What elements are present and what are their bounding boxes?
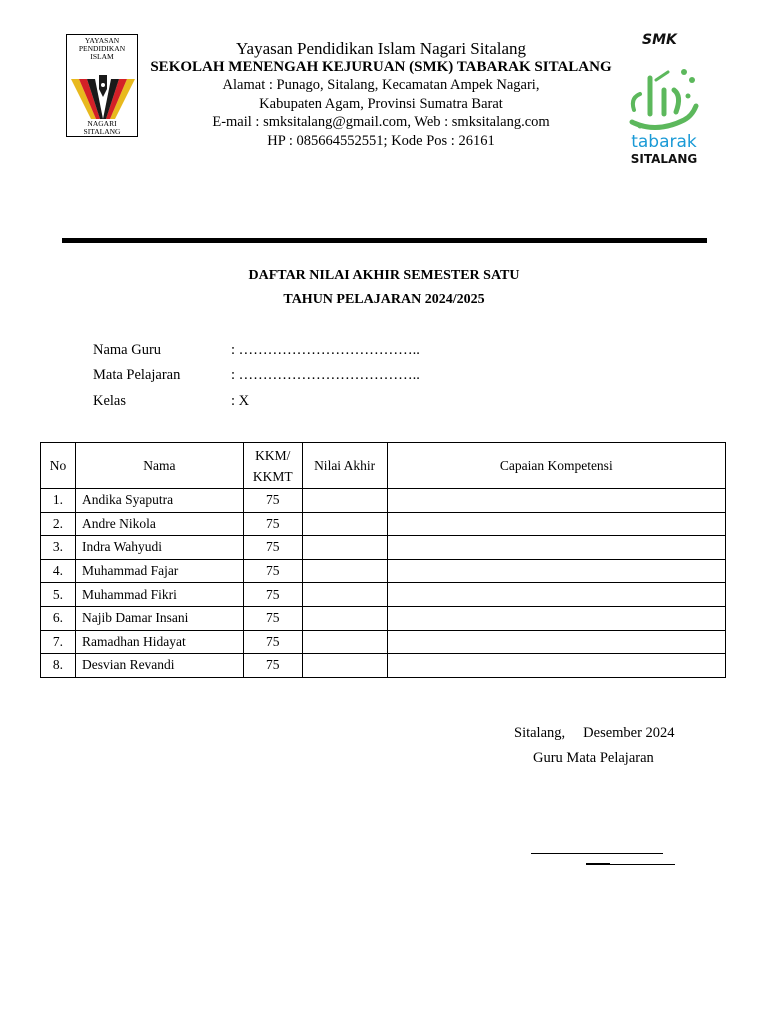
- row-name: Najib Damar Insani: [75, 606, 243, 630]
- address-line: Kabupaten Agam, Provinsi Sumatra Barat: [259, 95, 503, 112]
- row-competency: [387, 512, 725, 536]
- class-label: Kelas: [93, 393, 127, 409]
- signature-role: Guru Mata Pelajaran: [533, 750, 654, 766]
- row-name: Ramadhan Hidayat: [75, 630, 243, 654]
- table-row: [41, 512, 726, 536]
- logo-text-line: NAGARI: [87, 119, 117, 128]
- header-divider: [62, 238, 707, 243]
- row-final-grade: [302, 512, 387, 536]
- row-no: 6.: [41, 606, 76, 630]
- table-row: [41, 559, 726, 583]
- contact-line: E-mail : smksitalang@gmail.com, Web : smksitalang.com: [212, 114, 550, 130]
- row-no: 2.: [41, 512, 76, 536]
- teacher-label: Nama Guru: [93, 342, 162, 358]
- header-kkm-line-1: KKM/: [255, 447, 291, 463]
- row-kkm: 75: [243, 654, 302, 678]
- row-competency: [387, 606, 725, 630]
- row-no: 5.: [41, 583, 76, 607]
- foundation-name: Yayasan Pendidikan Islam Nagari Sitalang: [235, 39, 527, 58]
- class-value: : X: [231, 393, 250, 409]
- row-name: Andre Nikola: [75, 512, 243, 536]
- row-kkm: 75: [243, 606, 302, 630]
- table-row: [41, 489, 726, 513]
- row-no: 1.: [41, 489, 76, 513]
- logo-text-line: SITALANG: [83, 127, 121, 136]
- school-name: SEKOLAH MENENGAH KEJURUAN (SMK) TABARAK SITALANG: [150, 59, 612, 75]
- contact-line: HP : 085664552551; Kode Pos : 26161: [267, 132, 495, 149]
- row-competency: [387, 489, 725, 513]
- table-row: [41, 654, 726, 678]
- smk-tabarak-logo: [624, 30, 704, 166]
- row-final-grade: [302, 559, 387, 583]
- row-kkm: 75: [243, 536, 302, 560]
- row-competency: [387, 630, 725, 654]
- subject-label: Mata Pelajaran: [93, 367, 181, 383]
- logo-text-line: PENDIDIKAN: [78, 44, 126, 53]
- row-kkm: 75: [243, 489, 302, 513]
- row-no: 8.: [41, 654, 76, 678]
- signature-place-date: [514, 725, 675, 742]
- signature-date: Desember 2024: [583, 725, 675, 741]
- yayasan-logo: [66, 34, 138, 137]
- row-name: Indra Wahyudi: [75, 536, 243, 560]
- table-header-row: [41, 443, 726, 489]
- row-name: Andika Syaputra: [75, 489, 243, 513]
- table-row: [41, 536, 726, 560]
- pen-flag-emblem-icon: [69, 75, 137, 123]
- grades-table: [40, 442, 726, 678]
- signature-nip-line-accent: [586, 863, 610, 865]
- row-no: 7.: [41, 630, 76, 654]
- table-row: [41, 630, 726, 654]
- row-kkm: 75: [243, 559, 302, 583]
- header-no: No: [41, 443, 76, 489]
- row-kkm: 75: [243, 512, 302, 536]
- logo-tabarak-text: tabarak: [631, 132, 697, 152]
- row-competency: [387, 654, 725, 678]
- row-no: 4.: [41, 559, 76, 583]
- subject-value: : ………………………………..: [231, 367, 420, 383]
- row-final-grade: [302, 536, 387, 560]
- row-kkm: 75: [243, 630, 302, 654]
- row-name: Desvian Revandi: [75, 654, 243, 678]
- header-kkm: [243, 443, 302, 489]
- logo-text-line: ISLAM: [90, 52, 114, 61]
- header-kkm-line-2: KKMT: [252, 468, 293, 484]
- row-final-grade: [302, 654, 387, 678]
- table-row: [41, 583, 726, 607]
- arabic-calligraphy-icon: [626, 50, 702, 132]
- header-final-grade: Nilai Akhir: [302, 443, 387, 489]
- row-final-grade: [302, 630, 387, 654]
- row-name: Muhammad Fikri: [75, 583, 243, 607]
- row-competency: [387, 559, 725, 583]
- signature-line: [531, 853, 663, 854]
- logo-text-line: YAYASAN: [84, 36, 120, 45]
- teacher-value: : ………………………………..: [231, 342, 420, 358]
- signature-place: Sitalang,: [514, 725, 566, 741]
- row-name: Muhammad Fajar: [75, 559, 243, 583]
- row-competency: [387, 583, 725, 607]
- document-title: DAFTAR NILAI AKHIR SEMESTER SATU: [248, 268, 520, 283]
- logo-smk-text: SMK: [642, 32, 677, 48]
- row-final-grade: [302, 583, 387, 607]
- letterhead: [140, 38, 622, 150]
- row-final-grade: [302, 489, 387, 513]
- header-competency: Capaian Kompetensi: [387, 443, 725, 489]
- row-no: 3.: [41, 536, 76, 560]
- header-name: Nama: [75, 443, 243, 489]
- row-competency: [387, 536, 725, 560]
- document-subtitle: TAHUN PELAJARAN 2024/2025: [283, 292, 485, 307]
- table-row: [41, 606, 726, 630]
- row-kkm: 75: [243, 583, 302, 607]
- logo-sitalang-text: SITALANG: [630, 152, 698, 166]
- row-final-grade: [302, 606, 387, 630]
- address-line: Alamat : Punago, Sitalang, Kecamatan Ampek Nagari,: [222, 77, 540, 93]
